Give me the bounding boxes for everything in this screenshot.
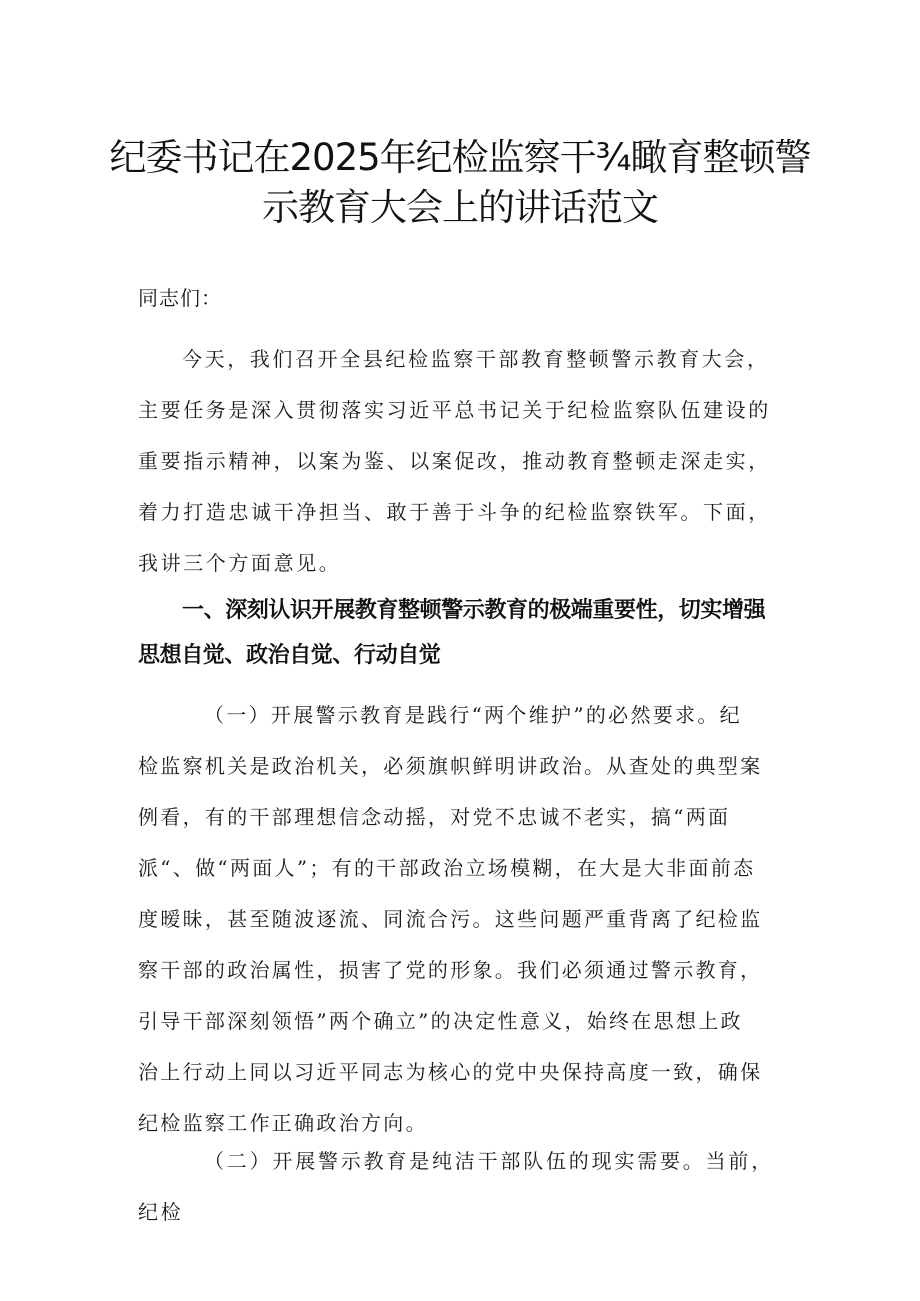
subsection-1-paragraph: （一）开展警示教育是践行“两个维护”的必然要求。纪检监察机关是政治机关，必须旗帜鲜明讲政治。从查处的典型案例看，有的干部理想信念动摇，对党不忠诚不老实，搞“两面派“、做“两面人”；有的干部政治立场模糊，在大是大非面前态度暧昧，甚至随波逐流、同流合污。这些问题严重背离了纪检监察干部的政治属性，损害了党的形象。我们必须通过警示教育，引导干部深刻领悟”两个确立”的决定性意义，始终在思想上政治上行动上同以习近平同志为核心的党中央保持高度一致，确保纪检监察工作正确政治方向。 — [138, 703, 763, 1135]
document-title-line-1: 纪委书记在2025年纪检监察干¾瞰育整顿警 — [109, 136, 811, 179]
intro-paragraph: 今天，我们召开全县纪检监察干部教育整顿警示教育大会，主要任务是深入贯彻落实习近平总书记关于纪检监察队伍建设的重要指示精神，以案为鉴、以案促改，推动教育整顿走深走实，着力打造忠诚干净担当、敢于善于斗争的纪检监察铁军。下面，我讲三个方面意见。 — [138, 347, 771, 575]
section-1-heading: 一、深刻认识开展教育整顿警示教育的极端重要性，切实增强思想自觉、政治自觉、行动自觉 — [138, 598, 766, 668]
salutation: 同志们： — [138, 286, 222, 310]
subsection-2-paragraph: （二）开展警示教育是纯洁干部队伍的现实需要。当前，纪检 — [138, 1149, 774, 1224]
document-title-line-2: 示教育大会上的讲话范文 — [262, 186, 658, 229]
